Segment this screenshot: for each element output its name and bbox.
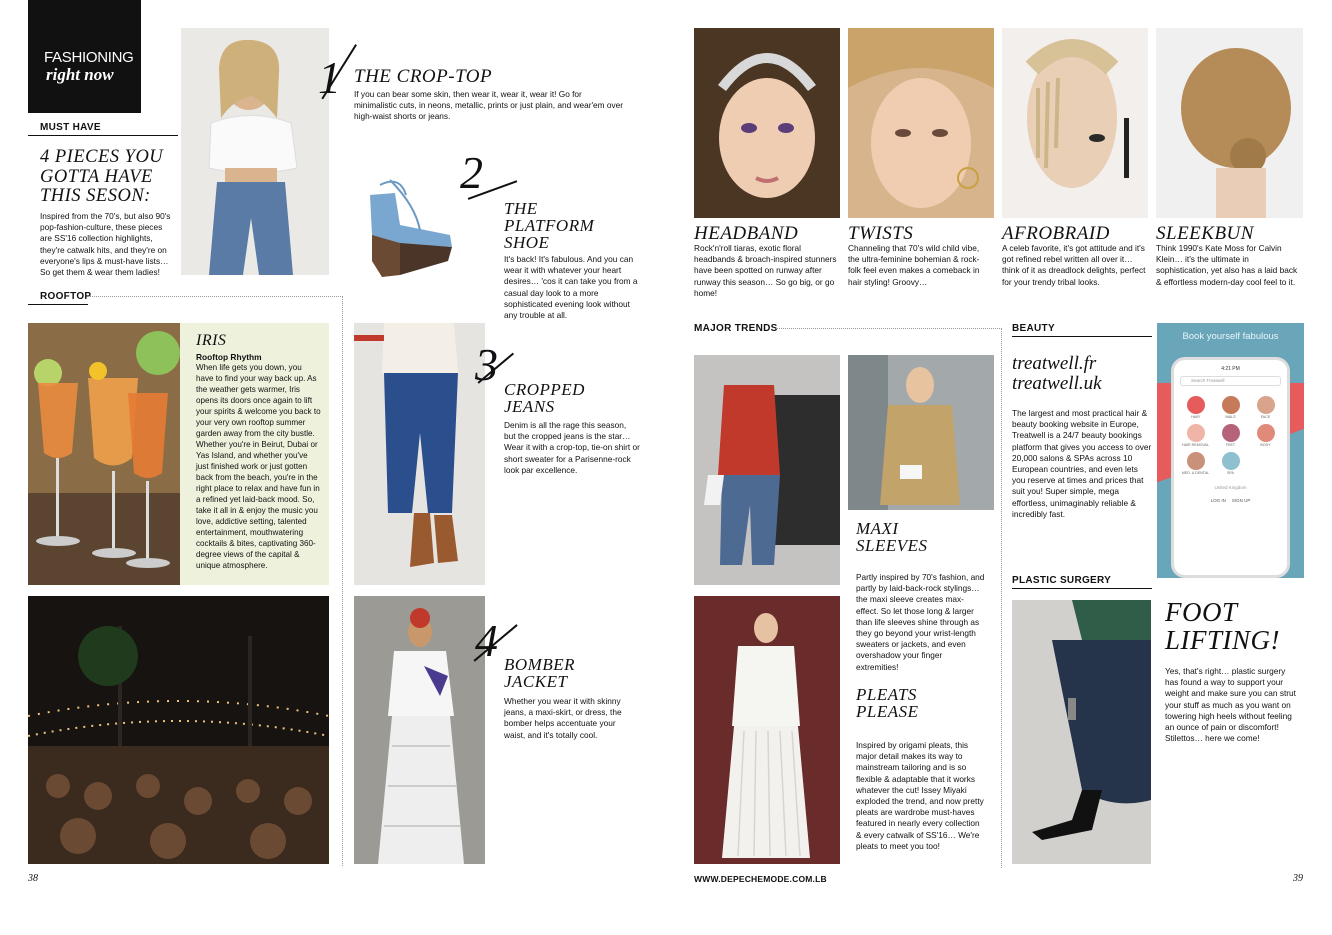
rooftop-subtitle: Rooftop Rhythm (196, 352, 262, 363)
section-label-major-trends: MAJOR TRENDS (694, 323, 778, 334)
phone-auth (1180, 498, 1281, 503)
piece-3-number: 3 (475, 339, 498, 390)
hair-item-3-text: A celeb favorite, it's got attitude and it's got refined rebel written all over it… think of it as dreadlock delights, perfect for your trendy tribal looks. (1002, 243, 1146, 287)
website-link[interactable]: WWW.DEPECHEMODE.COM.LB (694, 874, 827, 884)
section-label-plastic-surgery: PLASTIC SURGERY (1012, 575, 1112, 586)
hair-item-1-text: Rock'n'roll tiaras, exotic floral headbands & broach-inspired stunners have been spotted on runway after runway this season… So go big, or go home! (694, 243, 837, 298)
piece-1-number: 1 (318, 52, 341, 103)
section-label-beauty: BEAUTY (1012, 323, 1055, 334)
phone-category-item[interactable] (1215, 424, 1246, 447)
beauty-text: The largest and most practical hair & beauty booking website in Europe, Treatwell is a 24/7 beauty bookings platform that gives you access to over 20,000 salons & SPAs across 10 European countries, and even lets you reserve at times and prices that suit you! Super simple, mega effortless, unimaginably reliable & incredibly fast. (1012, 408, 1152, 519)
category-label: NAILS (1225, 415, 1236, 419)
plastic-surgery-text: Yes, that's right… plastic surgery has found a way to support your weight and make sure you can strut your stuff as much as you want on towering high heels without feeling an ounce of pain or discomfort! Stilettos… here we come! (1165, 666, 1296, 744)
category-icon (1187, 424, 1205, 442)
piece-2-text: It's back! It's fabulous. And you can wear it with whatever your heart desires… 'cos it can take you from a casual day look to a more sophisticated evening look without any trouble at all. (504, 254, 638, 321)
cocktail-photo (28, 323, 180, 585)
must-have-headline: 4 PIECES YOU GOTTA HAVE THIS SESON: (40, 147, 164, 206)
phone-search (1180, 376, 1281, 386)
phone-search-text: Search Treatwell (1191, 378, 1225, 383)
piece-4-text: Whether you wear it with skinny jeans, a maxi-skirt, or dress, the bomber helps accentuate your waist, and it's totally cool. (504, 696, 622, 740)
phone-login: LOG IN (1210, 498, 1226, 503)
phone-category-item[interactable] (1215, 452, 1246, 475)
category-icon (1222, 396, 1240, 414)
page-number-left: 38 (28, 873, 38, 884)
piece-2-number: 2 (460, 147, 483, 198)
hair-item-4-title: SLEEKBUN (1156, 223, 1254, 244)
category-icon (1257, 396, 1275, 414)
beauty-title-1: treatwell.fr (1012, 353, 1097, 374)
category-label: BODY (1260, 443, 1271, 447)
logo-line1: FASHIONING (44, 49, 134, 66)
magazine-logo (28, 0, 141, 113)
phone-mockup (1171, 357, 1290, 578)
phone-category-item[interactable] (1180, 396, 1211, 419)
divider (1012, 588, 1152, 589)
bomber-jacket-photo (354, 596, 485, 864)
trend-2-text: Inspired by origami pleats, this major detail makes its way to mainstream tailoring and is so flexible & adaptable that it works whatever the cut! Issey Miyaki exploded the trend, and now pretty pleats are wardrobe must-haves featured in nearly every collection & every catwalk of SS'16… We're pleats to meet you too! (856, 740, 984, 851)
cropped-jeans-photo (354, 323, 485, 585)
phone-signup: SIGN UP (1231, 498, 1251, 503)
phone-category-item[interactable] (1215, 396, 1246, 419)
maxi-sleeves-photo-1 (694, 355, 840, 585)
rooftop-title: IRIS (196, 332, 227, 349)
category-label: HAIR REMOVAL (1182, 443, 1209, 447)
category-icon (1222, 424, 1240, 442)
piece-4-number: 4 (475, 615, 498, 666)
piece-3-title: CROPPED JEANS (504, 380, 585, 416)
piece-1-title: THE CROP-TOP (354, 66, 493, 87)
hair-item-3-title: AFROBRAID (1002, 223, 1110, 244)
phone-category-item[interactable] (1250, 424, 1281, 447)
phone-category-grid (1180, 396, 1281, 475)
page-number-right: 39 (1293, 873, 1303, 884)
divider (1012, 336, 1152, 337)
rooftop-panel (180, 323, 329, 585)
plastic-surgery-title: FOOT LIFTING! (1165, 597, 1281, 655)
piece-2-title: THE PLATFORM SHOE (504, 199, 595, 252)
divider (28, 304, 88, 305)
platform-shoe-photo (360, 175, 460, 285)
category-label: SPA (1227, 471, 1234, 475)
category-label: FACE (1260, 415, 1271, 419)
logo-line2: right now (46, 65, 114, 84)
category-icon (1222, 452, 1240, 470)
category-icon (1187, 452, 1205, 470)
category-icon (1187, 396, 1205, 414)
piece-1-text: If you can bear some skin, then wear it, wear it, wear it! Go for minimalistic cuts, in neons, metallic, prints or just plain, and wear'em over high-waist shorts or jeans. (354, 89, 624, 122)
rooftop-text: When life gets you down, you have to find your way back up. As the weather gets warmer, Iris opens its doors once again to lift your spirits & welcome you back to your very own rooftop summer garden away from the city bustle. Whether you're in Beirut, Dubai or Yas Island, and whether you've just finished work or just gotten back from the beach, you're in the right place to relax and have fun in a refined yet laid-back mood. So, take it all in & enjoy the music you love, addictive setting, talented entertainment, mouthwatering cocktails & bites, captivating 360-degree views of the capital & unique atmosphere. (196, 363, 321, 571)
trend-1-text: Partly inspired by 70's fashion, and partly by laid-back-rock stylings… the maxi sleeve creates max-effect. So let those long & larger than life sleeves shine through as they go beyond your wrist-length sweaters or jackets, and even overshadow your finger extremities! (856, 572, 985, 672)
hair-item-2-text: Channeling that 70's wild child vibe, the ultra-feminine bohemian & rock-folk feel even makes a comeback in hair styling! Groovy… (848, 243, 980, 287)
treatwell-ad (1157, 323, 1304, 578)
section-label-must-have: MUST HAVE (40, 122, 101, 133)
trend-2-title: PLEATS PLEASE (856, 685, 919, 721)
hair-item-2-title: TWISTS (848, 223, 914, 244)
phone-time: 4:21 PM (1221, 366, 1240, 372)
beauty-title-2: treatwell.uk (1012, 373, 1102, 394)
twists-photo (848, 28, 994, 218)
hair-item-4-text: Think 1990's Kate Moss for Calvin Klein… it's the ultimate in sophistication, yet also has a laid back & effortless modern-day cool feel to it. (1156, 243, 1298, 287)
crop-top-photo (181, 28, 329, 275)
phone-category-item[interactable] (1180, 452, 1211, 475)
piece-4-title: BOMBER JACKET (504, 655, 575, 691)
phone-location: United Kingdom (1214, 485, 1247, 490)
divider (28, 135, 178, 136)
rooftop-night-photo (28, 596, 329, 864)
phone-category-item[interactable] (1250, 396, 1281, 419)
trend-1-title: MAXI SLEEVES (856, 519, 928, 555)
sleekbun-photo (1156, 28, 1303, 218)
category-label: MED. & DENTAL (1181, 471, 1210, 475)
ad-banner: Book yourself fabulous (1182, 331, 1279, 342)
afrobraid-photo (1002, 28, 1148, 218)
phone-category-item[interactable] (1180, 424, 1211, 447)
pleats-photo (694, 596, 840, 864)
headband-photo (694, 28, 840, 218)
must-have-intro: Inspired from the 70's, but also 90's pop-fashion-culture, these pieces are SS'16 collection highlights, they're catwalk hits, and they're on everyone's lips & must-have lists… So get them & wear them ladies! (40, 211, 171, 278)
foot-lifting-photo (1012, 600, 1151, 864)
category-icon (1257, 424, 1275, 442)
section-label-rooftop: ROOFTOP (40, 291, 92, 302)
hair-item-1-title: HEADBAND (694, 223, 799, 244)
piece-3-text: Denim is all the rage this season, but the cropped jeans is the star… Wear it with a crop-top, tie-on shirt or short sweater for a Parisenne-rock look par excellence. (504, 420, 640, 475)
category-label: FEET (1225, 443, 1236, 447)
category-label: HAIR (1191, 415, 1200, 419)
maxi-sleeves-photo-2 (848, 355, 994, 510)
